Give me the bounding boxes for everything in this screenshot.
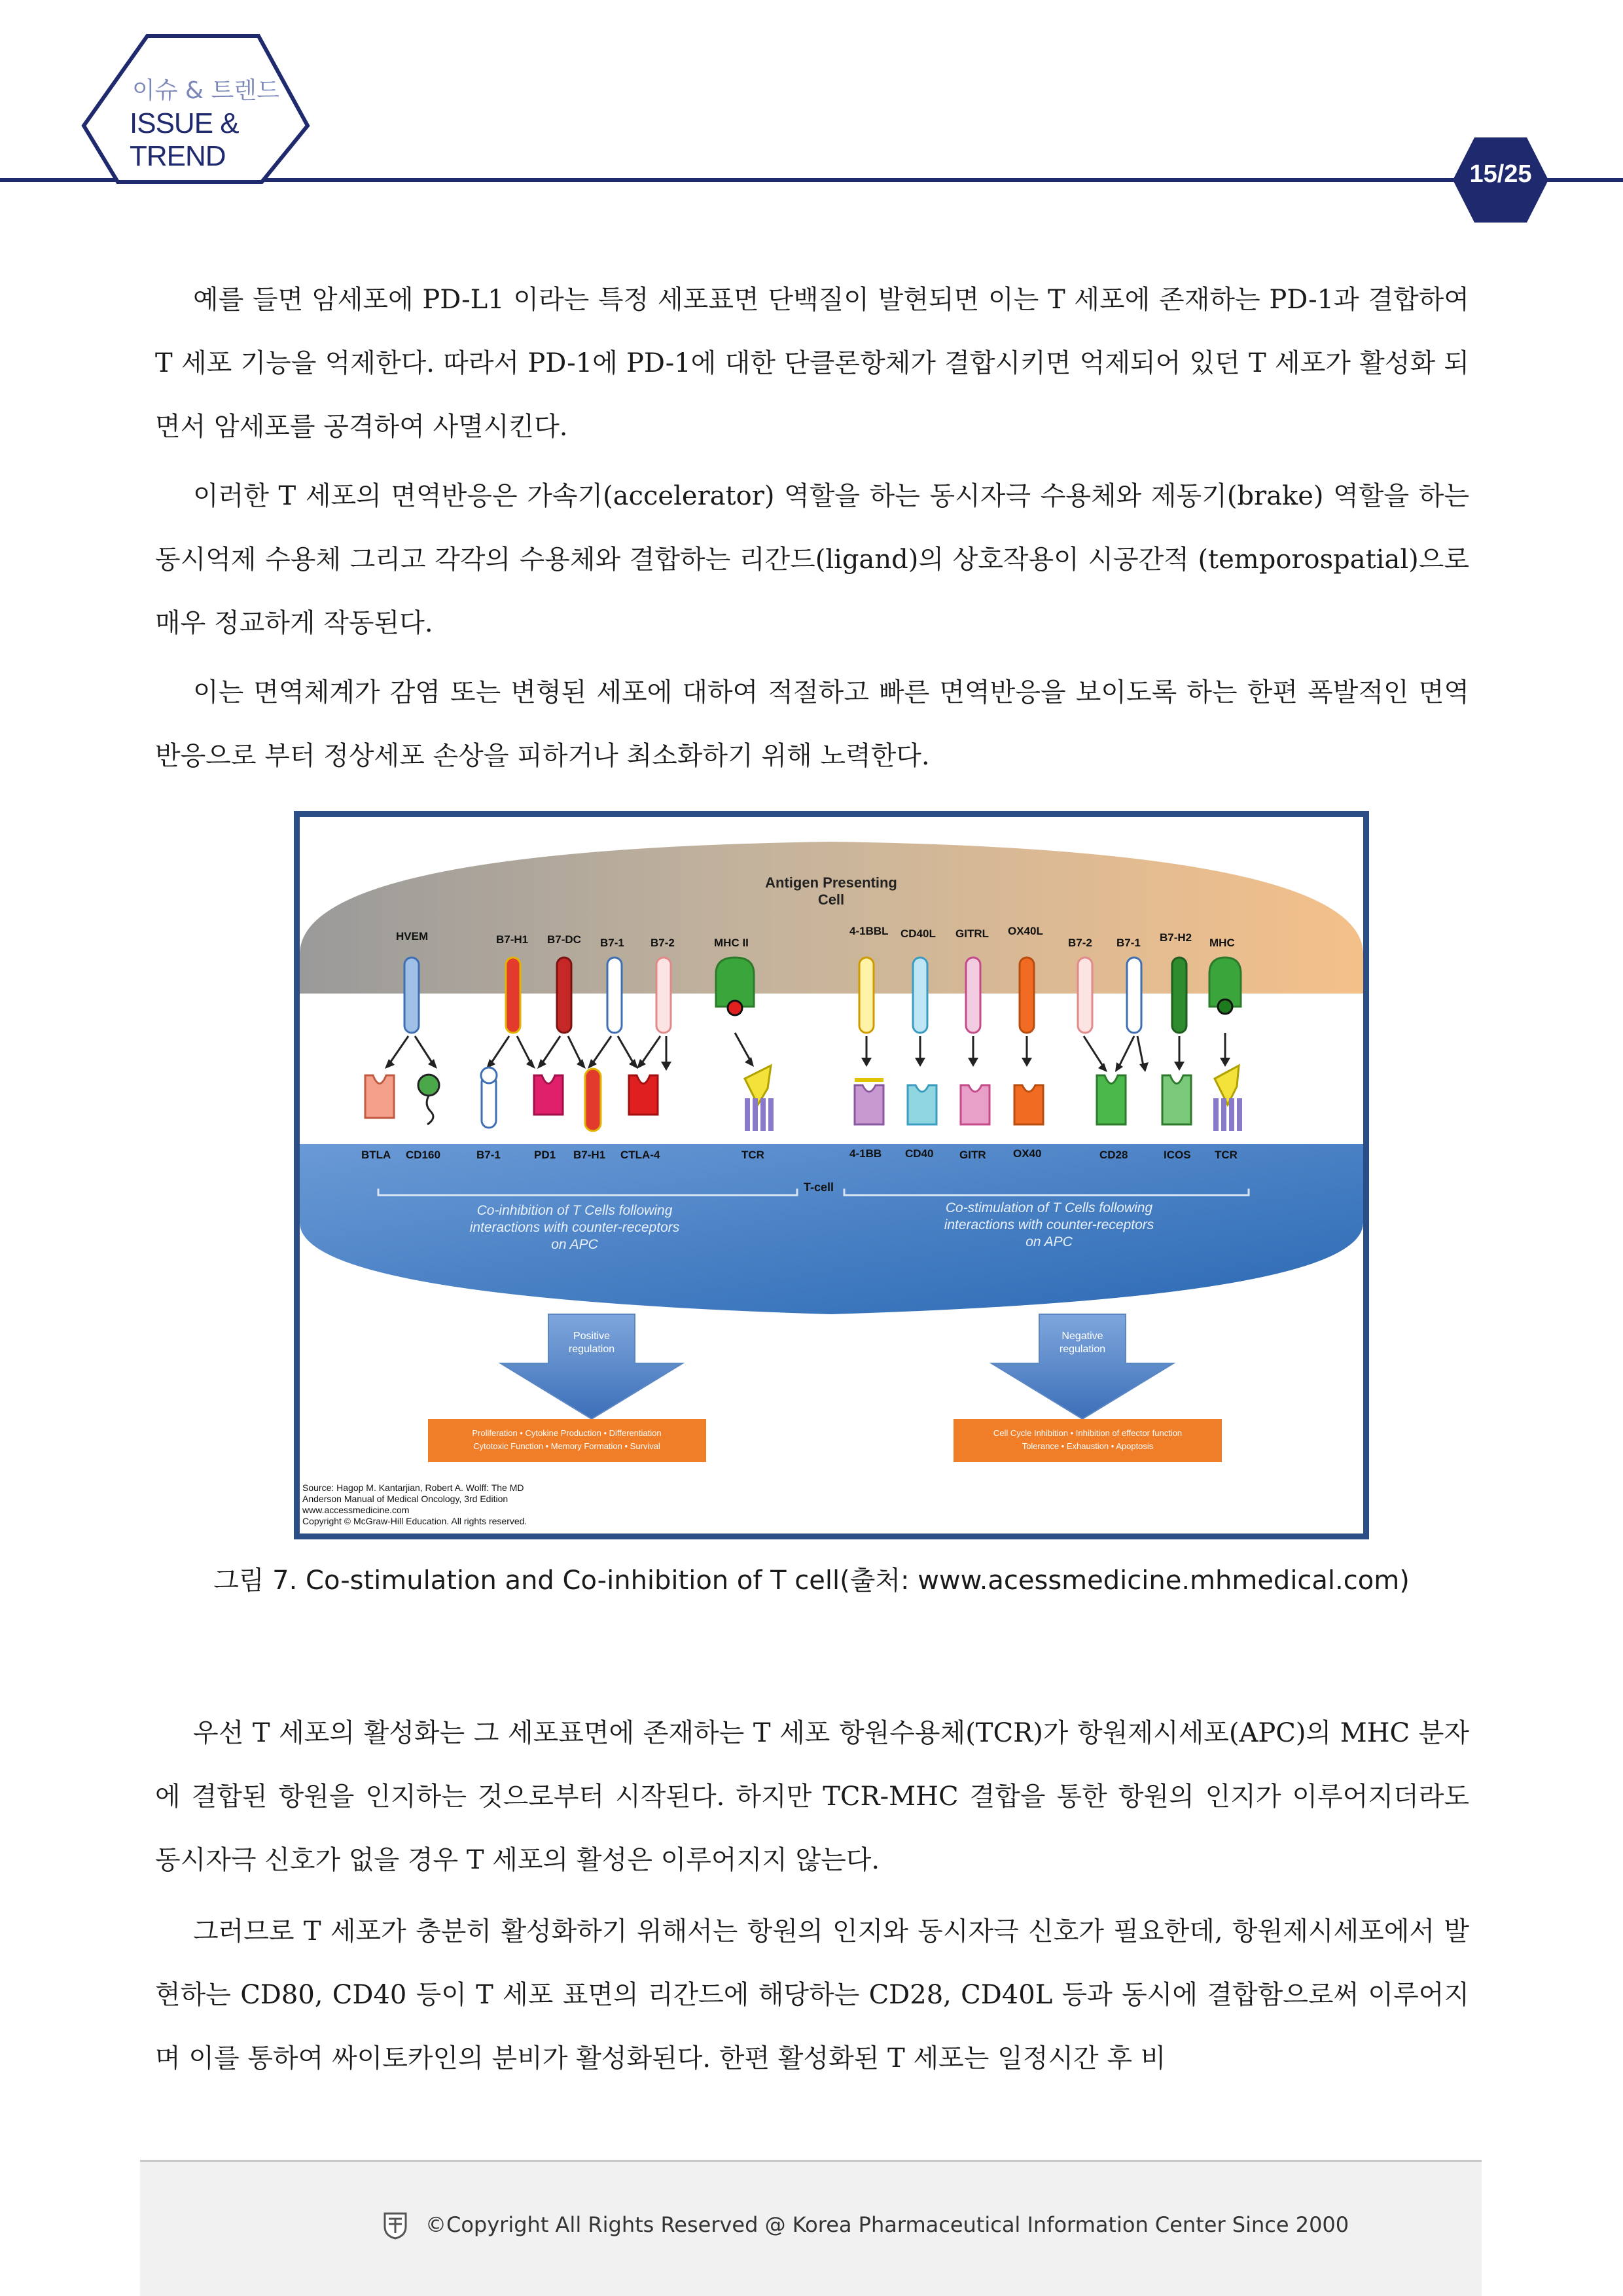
- ligand-rod-b7h1: [506, 958, 520, 1033]
- page-number: 15/25: [1469, 160, 1532, 188]
- costimulation-text-1: Co-stimulation of T Cells following: [945, 1200, 1153, 1215]
- ligand-label-b71-right: B7-1: [1116, 937, 1141, 949]
- receptor-label-ox40: OX40: [1013, 1147, 1042, 1160]
- receptor-label-b71: B7-1: [476, 1149, 501, 1161]
- ligand-label-b7h1: B7-H1: [496, 933, 529, 946]
- ligand-label-b71: B7-1: [600, 937, 624, 949]
- coinhibition-text-1: Co-inhibition of T Cells following: [476, 1203, 673, 1218]
- figure-source-2: Anderson Manual of Medical Oncology, 3rd Edition: [302, 1494, 508, 1504]
- coinhibition-text-2: interactions with counter-receptors: [469, 1220, 680, 1235]
- header-title-line1: ISSUE &: [130, 107, 239, 139]
- receptor-label-41bb: 4-1BB: [849, 1147, 882, 1160]
- ligand-rod-b7dc: [557, 958, 571, 1033]
- negative-regulation-label-1: Negative: [1061, 1331, 1103, 1342]
- receptor-label-pd1: PD1: [534, 1149, 556, 1161]
- ligand-rod-gitrl: [966, 958, 980, 1033]
- positive-outcome-line2: Cytotoxic Function • Memory Formation • Survival: [473, 1441, 660, 1451]
- ligand-rod-41bbl: [859, 958, 874, 1033]
- paragraph-3: 이는 면역체계가 감염 또는 변형된 세포에 대하여 적절하고 빠른 면역반응을 보이도록 하는 한편 폭발적인 면역반응으로 부터 정상세포 손상을 피하거나 최소화하기 위해 노력한다.: [155, 677, 1469, 771]
- costimulation-text-2: interactions with counter-receptors: [944, 1217, 1154, 1232]
- ligand-rod-cd40l: [913, 958, 927, 1033]
- apc-label-line1: Antigen Presenting: [765, 874, 897, 891]
- ligand-label-mhcii: MHC II: [714, 937, 749, 949]
- positive-regulation-label-1: Positive: [573, 1331, 611, 1342]
- receptor-label-cd28: CD28: [1099, 1149, 1128, 1161]
- paragraph-1: 예를 들면 암세포에 PD-L1 이라는 특정 세포표면 단백질이 발현되면 이는 T 세포에 존재하는 PD-1과 결합하여 T 세포 기능을 억제한다. 따라서 PD-1에 PD-1에 대한 단클론항체가 결합시키면 억제되어 있던 T 세포가 활성화 되면서 암세포를 공격하여 사멸시킨다.: [155, 285, 1469, 442]
- ligand-rod-hvem: [404, 958, 419, 1033]
- ligand-rod-ox40l: [1020, 958, 1034, 1033]
- figure-source-4: Copyright © McGraw-Hill Education. All rights reserved.: [302, 1516, 527, 1526]
- negative-regulation-arrow: [991, 1314, 1173, 1419]
- figure-caption: 그림 7. Co-stimulation and Co-inhibition of T cell(출처: www.acessmedicine.mhmedical.com): [213, 1566, 1410, 1596]
- apc-label-line2: Cell: [817, 891, 845, 908]
- positive-regulation-arrow: [501, 1314, 683, 1419]
- costimulation-text-3: on APC: [1026, 1234, 1073, 1249]
- ligand-rod-b72-right: [1078, 958, 1092, 1033]
- positive-regulation-label-2: regulation: [568, 1344, 615, 1355]
- footer-copyright: ©Copyright All Rights Reserved @ Korea Pharmaceutical Information Center Since 2000: [425, 2212, 1349, 2237]
- header-title-line2: TREND: [130, 140, 226, 172]
- header-kicker: 이슈 & 트렌드: [132, 77, 279, 104]
- positive-outcome-box: [428, 1419, 706, 1462]
- receptor-label-tcr-right: TCR: [1215, 1149, 1238, 1161]
- ligand-rod-b72: [656, 958, 671, 1033]
- receptor-label-gitr: GITR: [959, 1149, 986, 1161]
- receptor-label-tcr: TCR: [741, 1149, 764, 1161]
- receptor-41bb: [855, 1085, 883, 1124]
- antigen-peptide-left: [728, 1001, 742, 1015]
- figure-source-3: www.accessmedicine.com: [302, 1505, 410, 1515]
- paragraph-2: 이러한 T 세포의 면역반응은 가속기(accelerator) 역할을 하는 동시자극 수용체와 제동기(brake) 역할을 하는 동시억제 수용체 그리고 각각의 수용체와 결합하는 리간드(ligand)의 상호작용이 시공간적 (temporospatial)으로 매우 정교하게 작동된다.: [155, 481, 1469, 638]
- paragraph-5: 그러므로 T 세포가 충분히 활성화하기 위해서는 항원의 인지와 동시자극 신호가 필요한데, 항원제시세포에서 발현하는 CD80, CD40 등이 T 세포 표면의 리간드에 해당하는 CD28, CD40L 등과 동시에 결합함으로써 이루어지며 이를 통하여 싸이토카인의 분비가 활성화된다. 한편 활성화된 T 세포는 일정시간 후 비: [155, 1916, 1469, 2073]
- ligand-label-41bbl: 4-1BBL: [849, 925, 889, 937]
- tcell-shape: [300, 1144, 1363, 1314]
- ligand-label-cd40l: CD40L: [901, 927, 936, 940]
- receptor-label-ctla4: CTLA-4: [620, 1149, 660, 1161]
- ligand-label-mhc: MHC: [1209, 937, 1235, 949]
- ligand-rod-b71: [607, 958, 622, 1033]
- ligand-label-b72: B7-2: [651, 937, 675, 949]
- negative-outcome-line2: Tolerance • Exhaustion • Apoptosis: [1022, 1441, 1154, 1451]
- antigen-peptide-right: [1218, 999, 1232, 1014]
- tcell-label: T-cell: [804, 1181, 834, 1194]
- ligand-label-ox40l: OX40L: [1008, 925, 1043, 937]
- receptor-tcr-right-chain: [1213, 1098, 1219, 1131]
- ligand-label-b72-right: B7-2: [1068, 937, 1092, 949]
- receptor-cd28: [1097, 1075, 1126, 1124]
- receptor-tcr-chain: [745, 1098, 750, 1131]
- ligand-rod-b7h2: [1172, 958, 1186, 1033]
- receptor-label-cd40: CD40: [905, 1147, 934, 1160]
- ligand-label-b7h2: B7-H2: [1160, 931, 1192, 944]
- receptor-label-b7h1: B7-H1: [573, 1149, 606, 1161]
- negative-outcome-box: [954, 1419, 1222, 1462]
- receptor-icos: [1162, 1075, 1191, 1124]
- ligand-label-hvem: HVEM: [396, 930, 429, 942]
- coinhibition-text-3: on APC: [551, 1237, 598, 1252]
- kpic-shield-icon: [382, 2211, 408, 2240]
- negative-regulation-label-2: regulation: [1059, 1344, 1106, 1355]
- apc-cell-shape: [300, 842, 1363, 994]
- ligand-rod-b71-right: [1127, 958, 1141, 1033]
- ligand-mhcii: [716, 958, 754, 1007]
- figure-source-1: Source: Hagop M. Kantarjian, Robert A. Wolff: The MD: [302, 1482, 524, 1493]
- ligand-label-gitrl: GITRL: [955, 927, 989, 940]
- figure-tcell-costimulation: [294, 811, 1369, 1539]
- paragraph-4: 우선 T 세포의 활성화는 그 세포표면에 존재하는 T 세포 항원수용체(TCR)가 항원제시세포(APC)의 MHC 분자에 결합된 항원을 인지하는 것으로부터 시작된다. 하지만 TCR-MHC 결합을 통한 항원의 인지가 이루어지더라도 동시자극 신호가 없을 경우 T 세포의 활성은 이루어지지 않는다.: [155, 1718, 1469, 1875]
- positive-outcome-line1: Proliferation • Cytokine Production • Differentiation: [472, 1428, 662, 1438]
- receptor-ox40: [1014, 1085, 1043, 1124]
- ligand-label-b7dc: B7-DC: [547, 933, 581, 946]
- receptor-label-icos: ICOS: [1164, 1149, 1191, 1161]
- negative-outcome-line1: Cell Cycle Inhibition • Inhibition of effector function: [993, 1428, 1183, 1438]
- receptor-cd160-head: [418, 1075, 439, 1096]
- receptor-gitr: [961, 1085, 990, 1124]
- receptor-label-cd160: CD160: [406, 1149, 440, 1161]
- receptor-cd40: [908, 1085, 936, 1124]
- receptor-label-btla: BTLA: [361, 1149, 391, 1161]
- receptor-b7h1: [585, 1069, 601, 1131]
